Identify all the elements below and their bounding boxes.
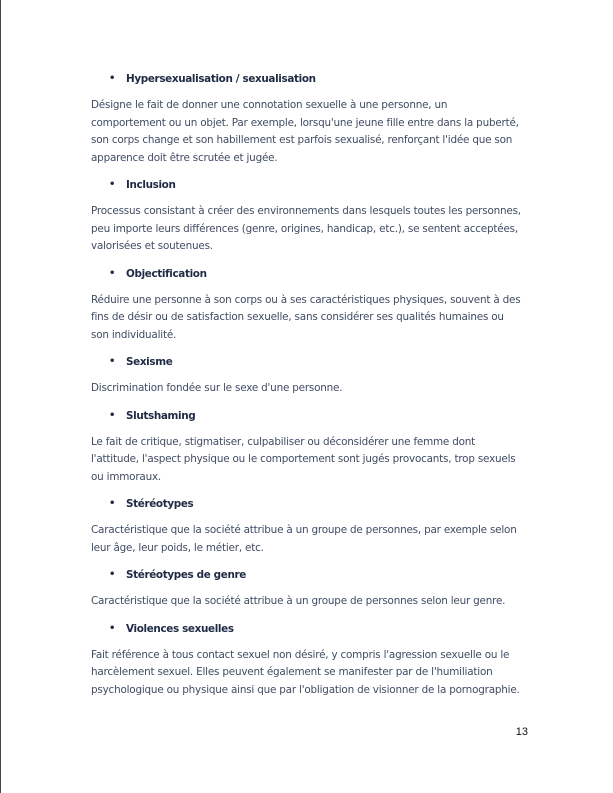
term-definition: Caractéristique que la société attribue à un groupe de personnes selon leur genre. xyxy=(91,595,506,607)
bullet-icon: • xyxy=(109,409,116,421)
bullet-icon: • xyxy=(109,179,116,190)
glossary-term xyxy=(109,267,523,281)
term-definition: Le fait de critique, stigmatiser, culpabiliser ou déconsidérer une femme dont l'attitude, l'aspect physique ou le comportement sont jugés provocants, trop sexuels ou immoraux. xyxy=(91,435,516,483)
term-label: Hypersexualisation / sexualisation xyxy=(126,73,316,85)
term-label: Objectification xyxy=(126,267,207,280)
term-label: Slutshaming xyxy=(126,409,196,422)
term-definition: Processus consistant à créer des environnements dans lesquels toutes les personnes, peu importe leurs différences (genre, origines, handicap, etc.), se sentent acceptées, valorisées et soutenues. xyxy=(91,205,521,252)
bullet-icon: • xyxy=(109,267,116,279)
glossary-term xyxy=(109,72,523,86)
term-definition: Caractéristique que la société attribue à un groupe de personnes, par exemple selon leur âge, leur poids, le métier, etc. xyxy=(91,524,517,554)
page-number: 13 xyxy=(515,726,528,738)
term-definition: Discrimination fondée sur le sexe d'une personne. xyxy=(91,382,343,394)
bullet-icon: • xyxy=(109,356,116,367)
term-label: Stéréotypes de genre xyxy=(126,569,246,581)
bullet-icon: • xyxy=(109,622,116,634)
glossary-term xyxy=(109,622,523,636)
glossary-term xyxy=(109,568,523,582)
term-definition: Désigne le fait de donner une connotation sexuelle à une personne, un comportement ou un objet. Par exemple, lorsqu'une jeune fille entre dans la puberté, son corps change et son habillement est parfois sexualisé, renforçant l'idée que son apparence doit être scrutée et jugée. xyxy=(91,99,519,164)
glossary-term xyxy=(109,409,523,423)
term-label: Violences sexuelles xyxy=(126,622,234,635)
term-definition: Fait référence à tous contact sexuel non désiré, y compris l'agression sexuelle ou le harcèlement sexuel. Elles peuvent également se manifester par de l'humiliation psychologique ou physique ainsi que par l'obligation de visionner de la pornographie. xyxy=(91,648,520,696)
glossary-term xyxy=(109,355,523,369)
term-label: Stéréotypes xyxy=(126,498,194,510)
term-definition: Réduire une personne à son corps ou à ses caractéristiques physiques, souvent à des fins de désir ou de satisfaction sexuelle, sans considérer ses qualités humaines ou son individualité. xyxy=(91,293,521,341)
bullet-icon: • xyxy=(109,498,116,509)
term-label: Sexisme xyxy=(126,356,173,368)
bullet-icon: • xyxy=(109,73,116,84)
glossary-list xyxy=(91,72,523,710)
glossary-term xyxy=(109,497,523,511)
term-label: Inclusion xyxy=(126,179,176,191)
glossary-term xyxy=(109,178,523,192)
bullet-icon: • xyxy=(109,569,116,580)
